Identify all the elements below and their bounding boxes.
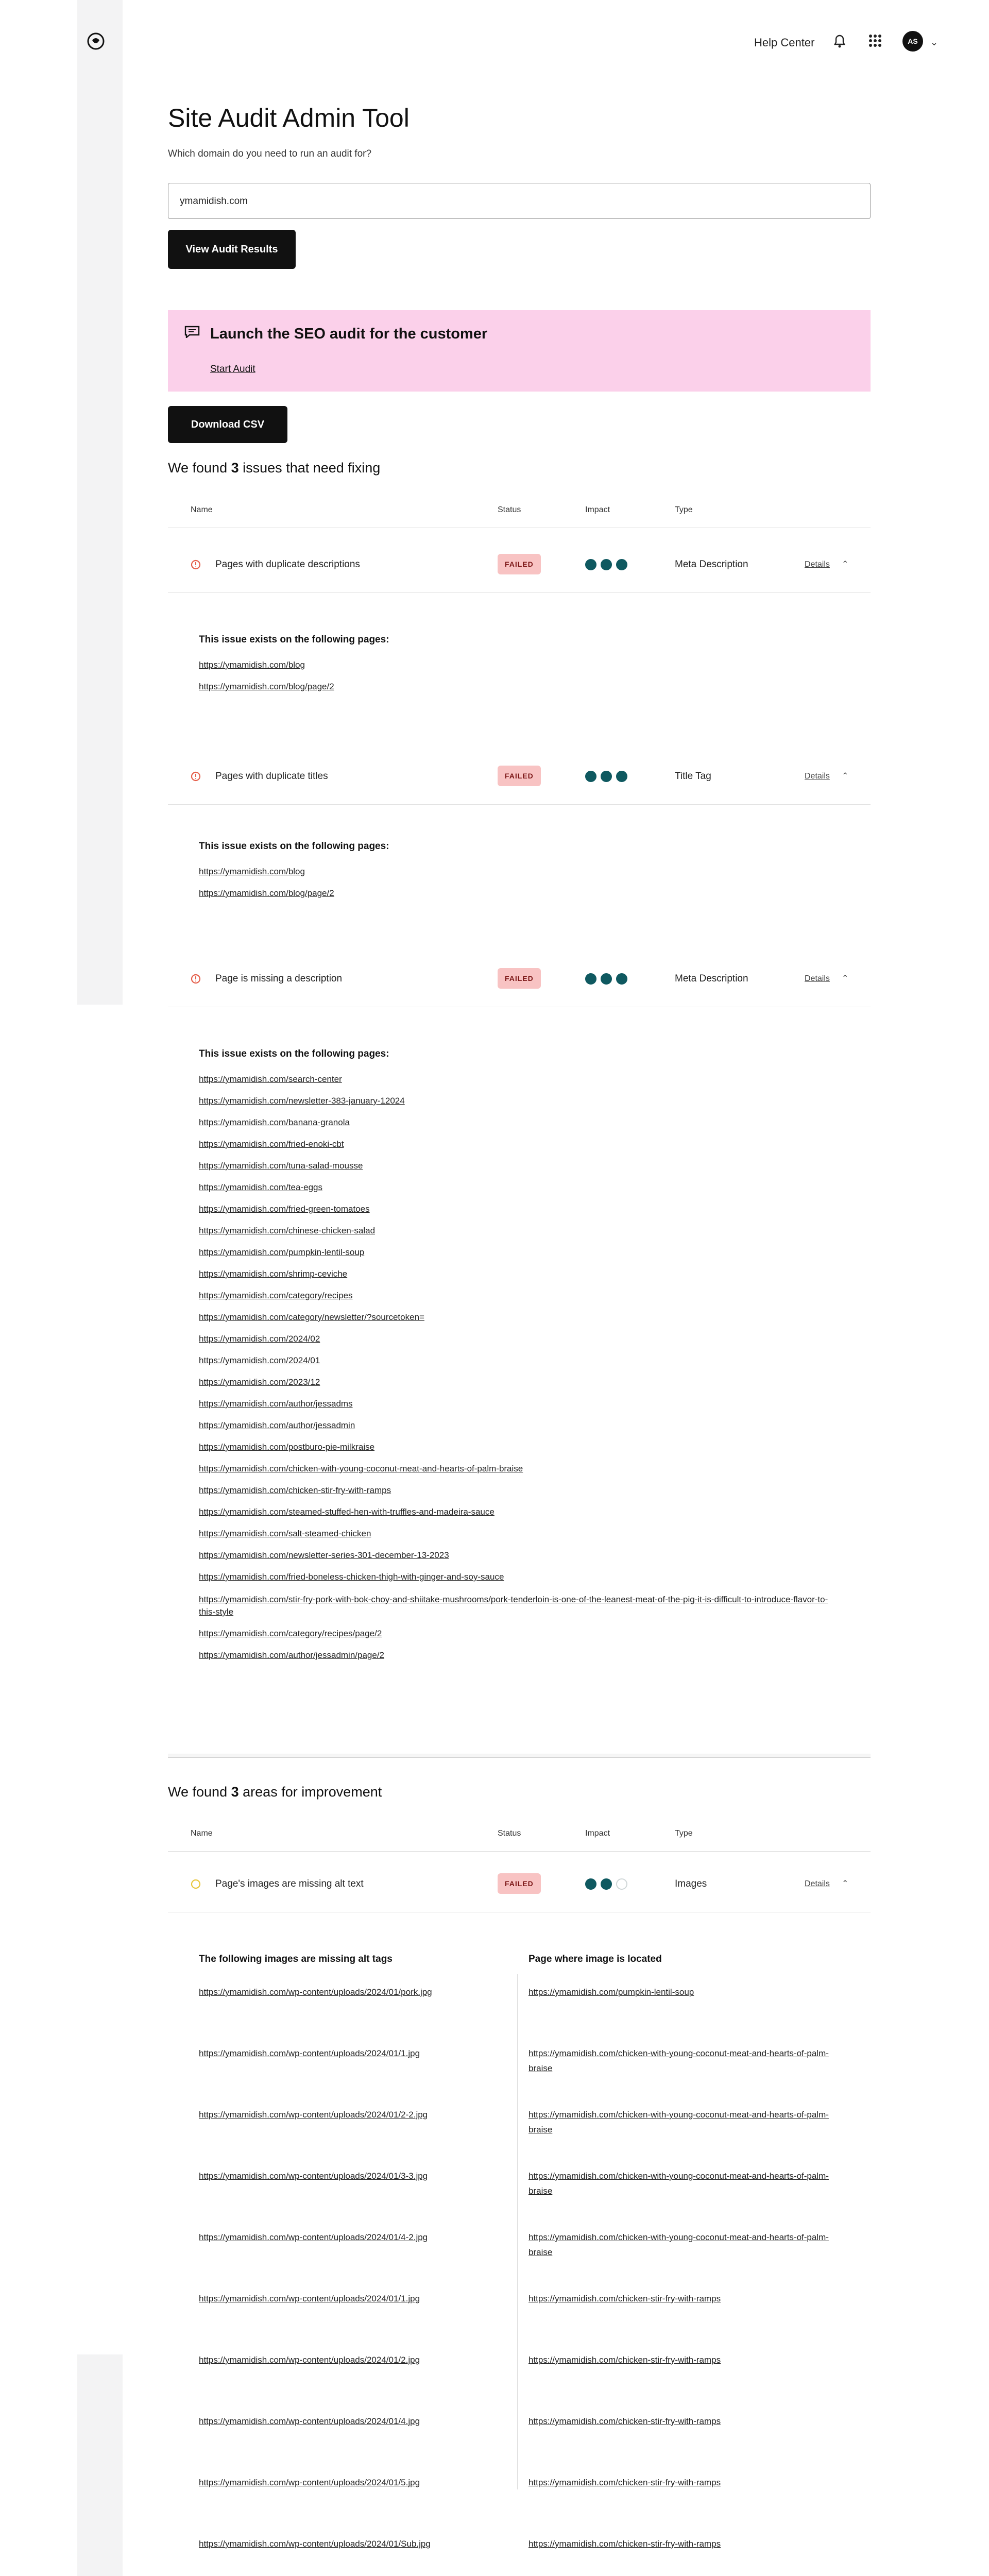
page-link[interactable]: https://ymamidish.com/chicken-with-young-coconut-meat-and-hearts-of-palm-braise	[199, 1464, 523, 1473]
page-link[interactable]: https://ymamidish.com/pumpkin-lentil-soup	[199, 1247, 365, 1257]
image-page-url[interactable]: https://ymamidish.com/chicken-stir-fry-with-ramps	[528, 2539, 721, 2549]
page-link[interactable]: https://ymamidish.com/postburo-pie-milkraise	[199, 1442, 375, 1452]
help-center-link[interactable]: Help Center	[754, 36, 815, 49]
launch-audit-title: Launch the SEO audit for the customer	[210, 326, 488, 342]
details-toggle[interactable]: Details	[805, 772, 830, 781]
issue-row-duplicate-descriptions[interactable]	[168, 536, 871, 593]
brand-logo-icon[interactable]	[87, 32, 105, 50]
page-link[interactable]: https://ymamidish.com/2024/01	[199, 1355, 320, 1365]
image-page-url[interactable]: https://ymamidish.com/chicken-with-young-coconut-meat-and-hearts-of-palm-braise	[528, 2171, 829, 2196]
domain-question: Which domain do you need to run an audit for?	[168, 148, 372, 159]
status-badge: FAILED	[498, 766, 541, 786]
row-type: Images	[675, 1878, 707, 1889]
issue-row-missing-description[interactable]	[168, 951, 871, 1007]
image-page-url[interactable]: https://ymamidish.com/chicken-with-young-coconut-meat-and-hearts-of-palm-braise	[528, 2110, 829, 2134]
page-link[interactable]: https://ymamidish.com/fried-boneless-chicken-thigh-with-ginger-and-soy-sauce	[199, 1572, 504, 1582]
col-name: Name	[191, 505, 213, 514]
page-link[interactable]: https://ymamidish.com/newsletter-series-301-december-13-2023	[199, 1550, 449, 1560]
page-link[interactable]: https://ymamidish.com/category/recipes	[199, 1291, 353, 1300]
impact-high	[585, 973, 627, 985]
details-toggle[interactable]: Details	[805, 560, 830, 569]
col-name: Name	[191, 1829, 213, 1838]
image-page-url[interactable]: https://ymamidish.com/chicken-stir-fry-with-ramps	[528, 2478, 721, 2487]
status-badge: FAILED	[498, 968, 541, 989]
image-page-url[interactable]: https://ymamidish.com/pumpkin-lentil-soup	[528, 1987, 694, 1997]
page-link[interactable]: https://ymamidish.com/salt-steamed-chicken	[199, 1529, 371, 1538]
chevron-up-icon[interactable]: ⌃	[842, 560, 849, 569]
avatar[interactable]: AS	[902, 31, 923, 52]
page-link[interactable]: https://ymamidish.com/tea-eggs	[199, 1182, 322, 1192]
page-link[interactable]: https://ymamidish.com/fried-green-tomatoes	[199, 1204, 370, 1214]
improvement-table-header	[168, 1816, 871, 1852]
detail-title: This issue exists on the following pages:	[199, 634, 389, 645]
page-link[interactable]: https://ymamidish.com/fried-enoki-cbt	[199, 1139, 344, 1149]
page-title: Site Audit Admin Tool	[168, 104, 410, 132]
page-link[interactable]: https://ymamidish.com/2023/12	[199, 1377, 320, 1387]
row-type: Meta Description	[675, 973, 748, 984]
detail-title: This issue exists on the following pages:	[199, 1048, 389, 1059]
row-name: Pages with duplicate titles	[215, 771, 328, 782]
page-link[interactable]: https://ymamidish.com/tuna-salad-mousse	[199, 1161, 363, 1171]
impact-high	[585, 559, 627, 570]
launch-audit-banner	[168, 310, 871, 392]
warning-icon	[191, 560, 201, 570]
page-link[interactable]: https://ymamidish.com/category/recipes/page/2	[199, 1629, 382, 1638]
image-url[interactable]: https://ymamidish.com/wp-content/uploads/2024/01/2.jpg	[199, 2355, 420, 2365]
image-url[interactable]: https://ymamidish.com/wp-content/uploads/2024/01/1.jpg	[199, 2294, 420, 2303]
chevron-up-icon[interactable]: ⌃	[842, 772, 849, 781]
bell-icon[interactable]	[832, 33, 847, 48]
page-link[interactable]: https://ymamidish.com/blog/page/2	[199, 888, 334, 898]
impact-high	[585, 771, 627, 782]
image-page-url[interactable]: https://ymamidish.com/chicken-stir-fry-with-ramps	[528, 2294, 721, 2303]
column-divider	[517, 1974, 518, 2489]
warning-icon	[191, 974, 201, 984]
row-name: Pages with duplicate descriptions	[215, 559, 360, 570]
page-link[interactable]: https://ymamidish.com/chinese-chicken-salad	[199, 1226, 376, 1235]
page-link[interactable]: https://ymamidish.com/category/newsletter/?sourcetoken=	[199, 1312, 424, 1322]
page-link[interactable]: https://ymamidish.com/stir-fry-pork-with-bok-choy-and-shiitake-mushrooms/pork-tenderloin-is-one-of-the-leanest-meat-of-the-pig-it-is-difficult-to-introduce-flavor-to-this-style	[199, 1595, 828, 1617]
view-audit-results-button[interactable]: View Audit Results	[168, 230, 296, 269]
page-link[interactable]: https://ymamidish.com/author/jessadmin	[199, 1420, 355, 1430]
image-page-url[interactable]: https://ymamidish.com/chicken-with-young-coconut-meat-and-hearts-of-palm-braise	[528, 2232, 829, 2257]
status-badge: FAILED	[498, 554, 541, 574]
section-divider	[168, 1754, 871, 1758]
improvement-heading: We found 3 areas for improvement	[168, 1784, 382, 1800]
chevron-up-icon[interactable]: ⌃	[842, 1879, 849, 1888]
page-link[interactable]: https://ymamidish.com/blog	[199, 867, 305, 876]
col-status: Status	[498, 505, 521, 514]
issues-table-header	[168, 492, 871, 528]
col-impact: Impact	[585, 505, 610, 514]
status-badge: FAILED	[498, 1873, 541, 1894]
row-type: Meta Description	[675, 559, 748, 570]
info-icon	[191, 1879, 201, 1889]
image-url[interactable]: https://ymamidish.com/wp-content/uploads/2024/01/4-2.jpg	[199, 2232, 428, 2242]
image-url[interactable]: https://ymamidish.com/wp-content/uploads/2024/01/4.jpg	[199, 2416, 420, 2426]
start-audit-link[interactable]: Start Audit	[210, 364, 255, 375]
image-url[interactable]: https://ymamidish.com/wp-content/uploads/2024/01/pork.jpg	[199, 1987, 432, 1997]
left-rail-lower	[77, 2354, 123, 2576]
page-link[interactable]: https://ymamidish.com/chicken-stir-fry-with-ramps	[199, 1485, 391, 1495]
warning-icon	[191, 771, 201, 782]
missing-alt-header: The following images are missing alt tags	[199, 1954, 393, 1964]
details-toggle[interactable]: Details	[805, 974, 830, 983]
top-bar	[0, 0, 989, 82]
issue-row-duplicate-titles[interactable]	[168, 748, 871, 805]
image-url[interactable]: https://ymamidish.com/wp-content/uploads/2024/01/2-2.jpg	[199, 2110, 428, 2120]
chevron-down-icon[interactable]: ⌄	[930, 37, 939, 47]
row-name: Page's images are missing alt text	[215, 1878, 364, 1889]
left-rail	[77, 0, 123, 1005]
page-link[interactable]: https://ymamidish.com/shrimp-ceviche	[199, 1269, 348, 1279]
page-link[interactable]: https://ymamidish.com/search-center	[199, 1074, 342, 1084]
row-name: Page is missing a description	[215, 973, 343, 984]
image-url[interactable]: https://ymamidish.com/wp-content/uploads/2024/01/3-3.jpg	[199, 2171, 428, 2181]
page-link[interactable]: https://ymamidish.com/newsletter-383-january-12024	[199, 1096, 405, 1106]
page-link[interactable]: https://ymamidish.com/author/jessadms	[199, 1399, 353, 1409]
chat-icon	[184, 326, 200, 338]
detail-title: This issue exists on the following pages:	[199, 841, 389, 852]
chevron-up-icon[interactable]: ⌃	[842, 974, 849, 983]
row-type: Title Tag	[675, 771, 711, 782]
download-csv-button[interactable]: Download CSV	[168, 406, 287, 443]
image-location-header: Page where image is located	[528, 1954, 662, 1964]
col-impact: Impact	[585, 1829, 610, 1838]
image-url[interactable]: https://ymamidish.com/wp-content/uploads/2024/01/1.jpg	[199, 2048, 420, 2058]
col-type: Type	[675, 505, 693, 514]
page-link[interactable]: https://ymamidish.com/banana-granola	[199, 1117, 350, 1127]
impact-medium	[585, 1878, 627, 1890]
image-url[interactable]: https://ymamidish.com/wp-content/uploads/2024/01/5.jpg	[199, 2478, 420, 2487]
image-page-url[interactable]: https://ymamidish.com/chicken-stir-fry-with-ramps	[528, 2355, 721, 2365]
improve-row-images-alt[interactable]	[168, 1856, 871, 1912]
page-link[interactable]: https://ymamidish.com/blog	[199, 660, 305, 670]
details-toggle[interactable]: Details	[805, 1879, 830, 1888]
app-grid-icon[interactable]	[868, 34, 882, 47]
page-link[interactable]: https://ymamidish.com/author/jessadmin/page/2	[199, 1650, 385, 1660]
image-url[interactable]: https://ymamidish.com/wp-content/uploads/2024/01/Sub.jpg	[199, 2539, 431, 2549]
page-link[interactable]: https://ymamidish.com/steamed-stuffed-hen-with-truffles-and-madeira-sauce	[199, 1507, 494, 1517]
image-page-url[interactable]: https://ymamidish.com/chicken-stir-fry-with-ramps	[528, 2416, 721, 2426]
col-type: Type	[675, 1829, 693, 1838]
page-link[interactable]: https://ymamidish.com/2024/02	[199, 1334, 320, 1344]
image-page-url[interactable]: https://ymamidish.com/chicken-with-young-coconut-meat-and-hearts-of-palm-braise	[528, 2048, 829, 2073]
domain-input[interactable]: ymamidish.com	[168, 183, 871, 219]
page-link[interactable]: https://ymamidish.com/blog/page/2	[199, 682, 334, 691]
col-status: Status	[498, 1829, 521, 1838]
issues-heading: We found 3 issues that need fixing	[168, 460, 381, 476]
